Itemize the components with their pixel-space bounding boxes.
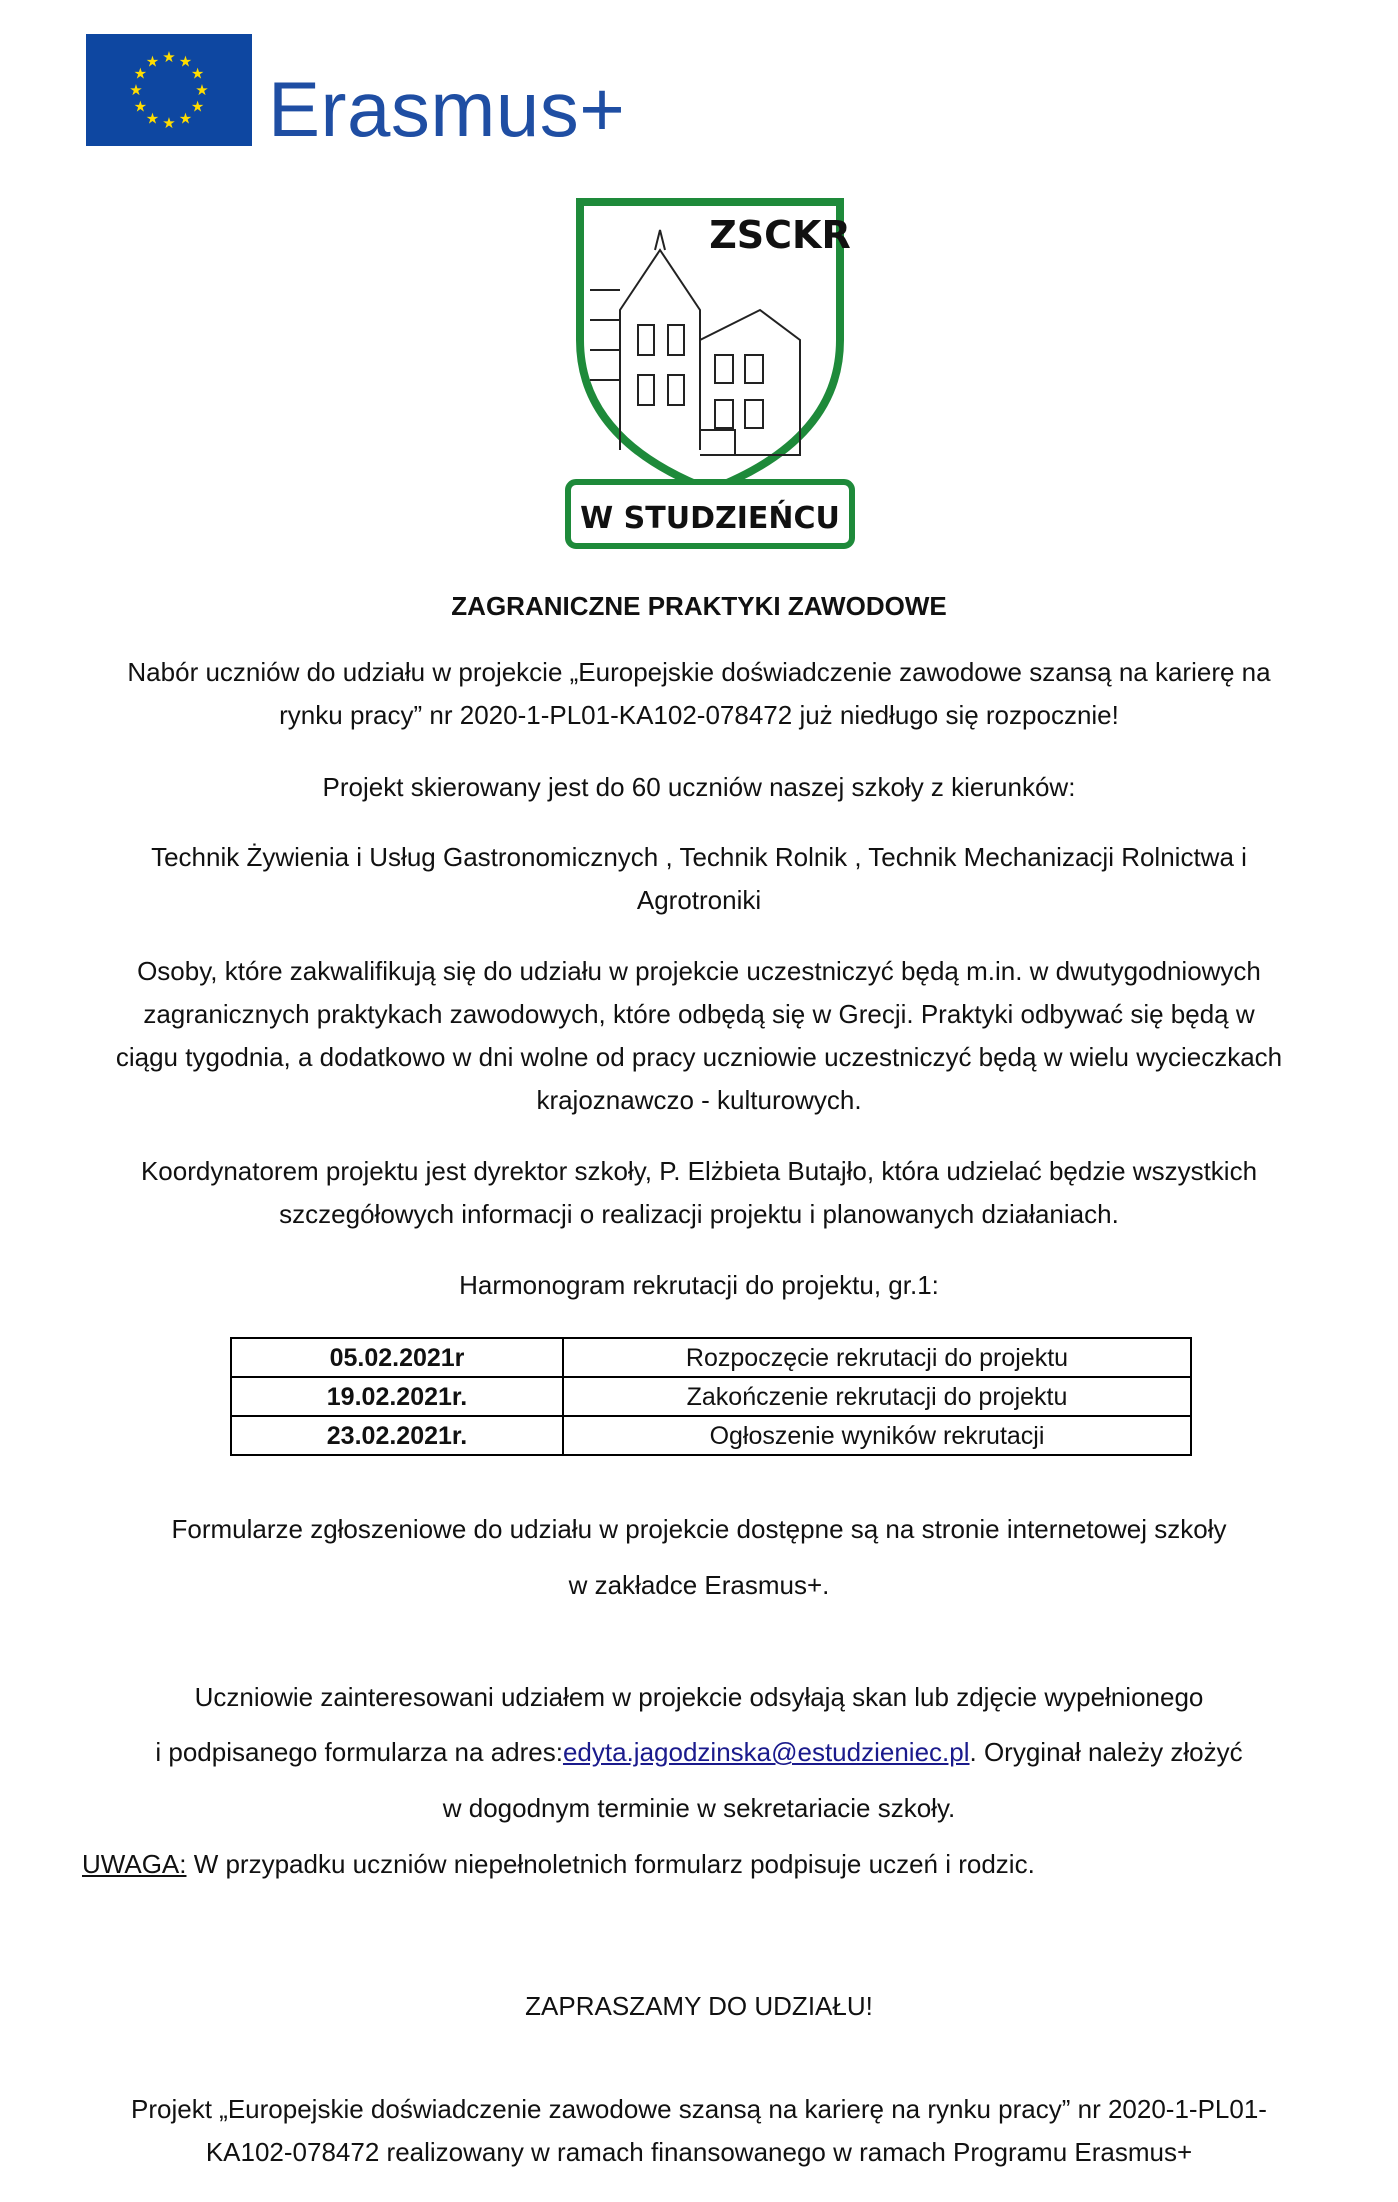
eu-star-icon: ★	[133, 97, 148, 116]
eu-star-icon: ★	[129, 81, 143, 99]
schedule-heading: Harmonogram rekrutacji do projektu, gr.1:	[459, 1270, 939, 1300]
coordinator-line-2: szczegółowych informacji o realizacji projektu i planowanych działaniach.	[279, 1199, 1119, 1229]
submission-suffix: . Oryginał należy złożyć	[969, 1737, 1243, 1767]
table-row	[231, 1377, 1191, 1416]
coordinator-line-1: Koordynatorem projektu jest dyrektor szkoły, P. Elżbieta Butajło, która udzielać będzie wszystkich	[140, 1156, 1258, 1186]
eu-star-icon: ★	[178, 52, 193, 71]
schedule-table	[230, 1337, 1192, 1456]
eu-star-icon: ★	[145, 109, 160, 128]
participation-line-4: krajoznawczo - kulturowych.	[536, 1085, 862, 1115]
participation-line-2: zagranicznych praktykach zawodowych, które odbędą się w Grecji. Praktyki odbywać się będą w	[143, 999, 1255, 1029]
submission-line-2	[70, 1731, 1328, 1774]
footer-line-2: KA102-078472 realizowany w ramach finansowanego w ramach Programu Erasmus+	[205, 2137, 1193, 2167]
submission-prefix: i podpisanego formularza na adres:	[155, 1737, 563, 1767]
footer-line-1: Projekt „Europejskie doświadczenie zawodowe szansą na karierę na rynku pracy” nr 2020-1-PL01-	[131, 2094, 1267, 2124]
note-text: W przypadku uczniów niepełnoletnich formularz podpisuje uczeń i rodzic.	[186, 1849, 1035, 1879]
erasmus-logo-text: Erasmus+	[268, 65, 626, 153]
eu-star-icon: ★	[145, 52, 160, 71]
forms-line-1: Formularze zgłoszeniowe do udziału w projekcie dostępne są na stronie internetowej szkoły	[171, 1514, 1227, 1544]
forms-line-2: w zakładce Erasmus+.	[568, 1570, 830, 1600]
school-crest-logo	[560, 190, 860, 552]
fields-line-1: Technik Żywienia i Usług Gastronomicznych , Technik Rolnik , Technik Mechanizacji Rolnictwa i	[151, 842, 1247, 872]
schedule-date: 05.02.2021r	[231, 1338, 563, 1377]
crest-bottom-text: W STUDZIEŃCU	[580, 501, 840, 536]
eu-star-icon: ★	[162, 114, 176, 132]
eu-star-icon: ★	[162, 48, 176, 66]
table-row	[231, 1416, 1191, 1455]
crest-top-text: ZSCKR	[709, 213, 851, 257]
target-text: Projekt skierowany jest do 60 uczniów naszej szkoły z kierunków:	[322, 772, 1076, 802]
eu-star-icon: ★	[133, 64, 148, 83]
eu-star-icon: ★	[190, 97, 205, 116]
note-line	[82, 1843, 1035, 1886]
eu-star-icon: ★	[178, 109, 193, 128]
schedule-event: Ogłoszenie wyników rekrutacji	[563, 1416, 1191, 1455]
fields-line-2: Agrotroniki	[636, 885, 762, 915]
intro-line-2: rynku pracy” nr 2020-1-PL01-KA102-078472 już niedługo się rozpocznie!	[279, 700, 1119, 730]
schedule-date: 23.02.2021r.	[231, 1416, 563, 1455]
submission-line-3: w dogodnym terminie w sekretariacie szkoły.	[442, 1793, 956, 1823]
participation-line-1: Osoby, które zakwalifikują się do udziału w projekcie uczestniczyć będą m.in. w dwutygodniowych	[137, 956, 1261, 986]
schedule-event: Rozpoczęcie rekrutacji do projektu	[563, 1338, 1191, 1377]
document-title: ZAGRANICZNE PRAKTYKI ZAWODOWE	[451, 591, 947, 621]
intro-line-1: Nabór uczniów do udziału w projekcie „Europejskie doświadczenie zawodowe szansą na karierę na	[127, 657, 1271, 687]
invite-text: ZAPRASZAMY DO UDZIAŁU!	[525, 1991, 873, 2021]
schedule-date: 19.02.2021r.	[231, 1377, 563, 1416]
participation-line-3: ciągu tygodnia, a dodatkowo w dni wolne od pracy uczniowie uczestniczyć będą w wielu wycieczkach	[115, 1042, 1283, 1072]
eu-flag-icon	[86, 34, 252, 146]
note-label: UWAGA:	[82, 1849, 187, 1879]
eu-star-icon: ★	[195, 81, 209, 99]
email-link[interactable]: edyta.jagodzinska@estudzieniec.pl	[562, 1737, 970, 1767]
eu-star-icon: ★	[190, 64, 205, 83]
submission-line-1: Uczniowie zainteresowani udziałem w projekcie odsyłają skan lub zdjęcie wypełnionego	[194, 1682, 1204, 1712]
table-row	[231, 1338, 1191, 1377]
schedule-event: Zakończenie rekrutacji do projektu	[563, 1377, 1191, 1416]
